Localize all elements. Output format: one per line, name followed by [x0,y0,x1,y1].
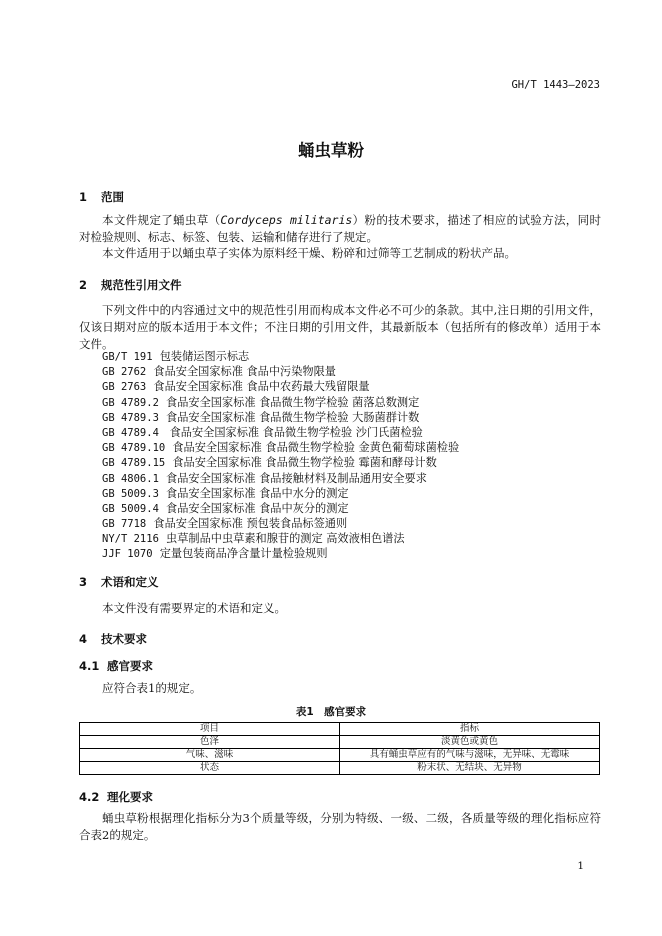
scope-paragraph-2: 本文件适用于以蛹虫草子实体为原料经干燥、粉碎和过筛等工艺制成的粉状产品。 [102,246,516,260]
reference-code: GB/T 191 [102,351,153,363]
reference-item [102,501,459,516]
reference-title: 食品安全国家标准 食品微生物学检验 菌落总数测定 [166,395,420,409]
section-4-heading [79,631,147,647]
reference-code: GB 2763 [102,381,147,394]
reference-title: 食品安全国家标准 食品微生物学检验 沙门氏菌检验 [169,425,423,439]
table-cell: 淡黄色或黄色 [340,736,600,749]
section-title: 感官要求 [107,659,154,673]
table-header-cell: 项目 [80,723,340,736]
subsection-4-1-heading [79,658,153,674]
subsection-4-2-heading [79,789,153,805]
table-cell: 状态 [80,762,340,775]
reference-code: GB 4789.15 [102,457,166,470]
reference-item [102,364,459,379]
reference-item [102,440,459,455]
document-code: GH/T 1443—2023 [511,79,600,91]
table-header-row [80,723,600,736]
reference-code: GB 5009.3 [102,487,159,500]
reference-title: 定量包装商品净含量计量检验规则 [159,547,328,561]
section-3-heading [79,574,159,590]
table-cell: 具有蛹虫草应有的气味与滋味，无异味、无霉味 [340,749,600,762]
physchem-paragraph: 蛹虫草粉根据理化指标分为3个质量等级，分别为特级、一级、二级，各质量等级的理化指标应符合表2的规定。 [79,811,601,842]
section-title: 规范性引用文件 [101,278,182,292]
scope-text: 本文件规定了蛹虫草（ [102,213,221,227]
document-title: 蛹虫草粉 [298,141,364,160]
reference-title: 虫草制品中虫草素和腺苷的测定 高效液相色谱法 [166,532,405,546]
table-1-caption: 表1 感官要求 [295,706,367,718]
reference-item [102,516,459,531]
reference-title: 包装储运图示标志 [159,350,250,363]
reference-item [102,455,459,470]
section-number: 4.2 [79,790,100,804]
scope-paragraph-1 [79,212,601,246]
reference-code: NY/T 2116 [102,533,159,546]
table-row [80,762,600,775]
reference-title: 食品安全国家标准 食品中水分的测定 [166,486,349,500]
section-number: 4.1 [79,659,100,673]
reference-code: GB 5009.4 [102,502,159,515]
reference-code: GB 4806.1 [102,472,159,485]
reference-title: 食品安全国家标准 食品微生物学检验 霉菌和酵母计数 [172,456,437,470]
section-number: 3 [79,575,88,589]
table-header-cell: 指标 [340,723,600,736]
section-number: 4 [79,632,88,646]
sensory-paragraph: 应符合表1的规定。 [102,681,202,695]
reference-code: GB 4789.4 [102,426,159,439]
table-row [80,736,600,749]
table-cell: 粉末状、无结块、无异物 [340,762,600,775]
section-number: 1 [79,190,88,204]
reference-item [102,379,459,394]
reference-title: 食品安全国家标准 食品微生物学检验 大肠菌群计数 [166,410,420,424]
reference-item [102,425,459,440]
sensory-requirements-table [79,722,600,775]
reference-title: 食品安全国家标准 食品中农药最大残留限量 [153,380,370,394]
reference-code: GB 4789.2 [102,396,159,409]
reference-code: GB 4789.10 [102,442,166,455]
section-1-heading [79,189,124,205]
reference-item [102,486,459,501]
table-cell: 气味、滋味 [80,749,340,762]
section-title: 技术要求 [101,632,148,646]
reference-item [102,395,459,410]
reference-item [102,531,459,546]
reference-title: 食品安全国家标准 食品微生物学检验 金黄色葡萄球菌检验 [172,441,460,455]
page-number: 1 [577,860,584,872]
reference-title: 食品安全国家标准 食品中灰分的测定 [166,501,349,515]
reference-list [102,349,459,562]
table-cell: 色泽 [80,736,340,749]
reference-code: GB 2762 [102,366,147,379]
section-title: 范围 [101,190,125,204]
table-row [80,749,600,762]
reference-title: 食品安全国家标准 食品接触材料及制品通用安全要求 [166,471,427,485]
section-title: 理化要求 [107,790,154,804]
latin-name: Cordyceps militaris [220,213,353,227]
scope-text: ）粉的技术要求，描述了相应的试验方法，同时对检验规则、标志、标签、包装、运输和储存进行了规定。 [79,213,601,244]
reference-code: GB 4789.3 [102,411,159,424]
section-number: 2 [79,278,88,292]
reference-item [102,349,459,364]
reference-code: JJF 1070 [102,548,153,561]
reference-title: 食品安全国家标准 预包装食品标签通则 [153,517,348,531]
reference-item [102,410,459,425]
normative-intro: 下列文件中的内容通过文中的规范性引用而构成本文件必不可少的条款。其中,注日期的引用文件，仅该日期对应的版本适用于本文件；不注日期的引用文件，其最新版本（包括所有的修改单）适用于本文件。 [79,303,601,351]
reference-item [102,546,459,561]
reference-code: GB 7718 [102,518,147,531]
section-title: 术语和定义 [101,575,159,589]
reference-title: 食品安全国家标准 食品中污染物限量 [153,365,336,379]
reference-item [102,471,459,486]
section-2-heading [79,277,182,293]
terms-paragraph: 本文件没有需要界定的术语和定义。 [102,601,286,615]
